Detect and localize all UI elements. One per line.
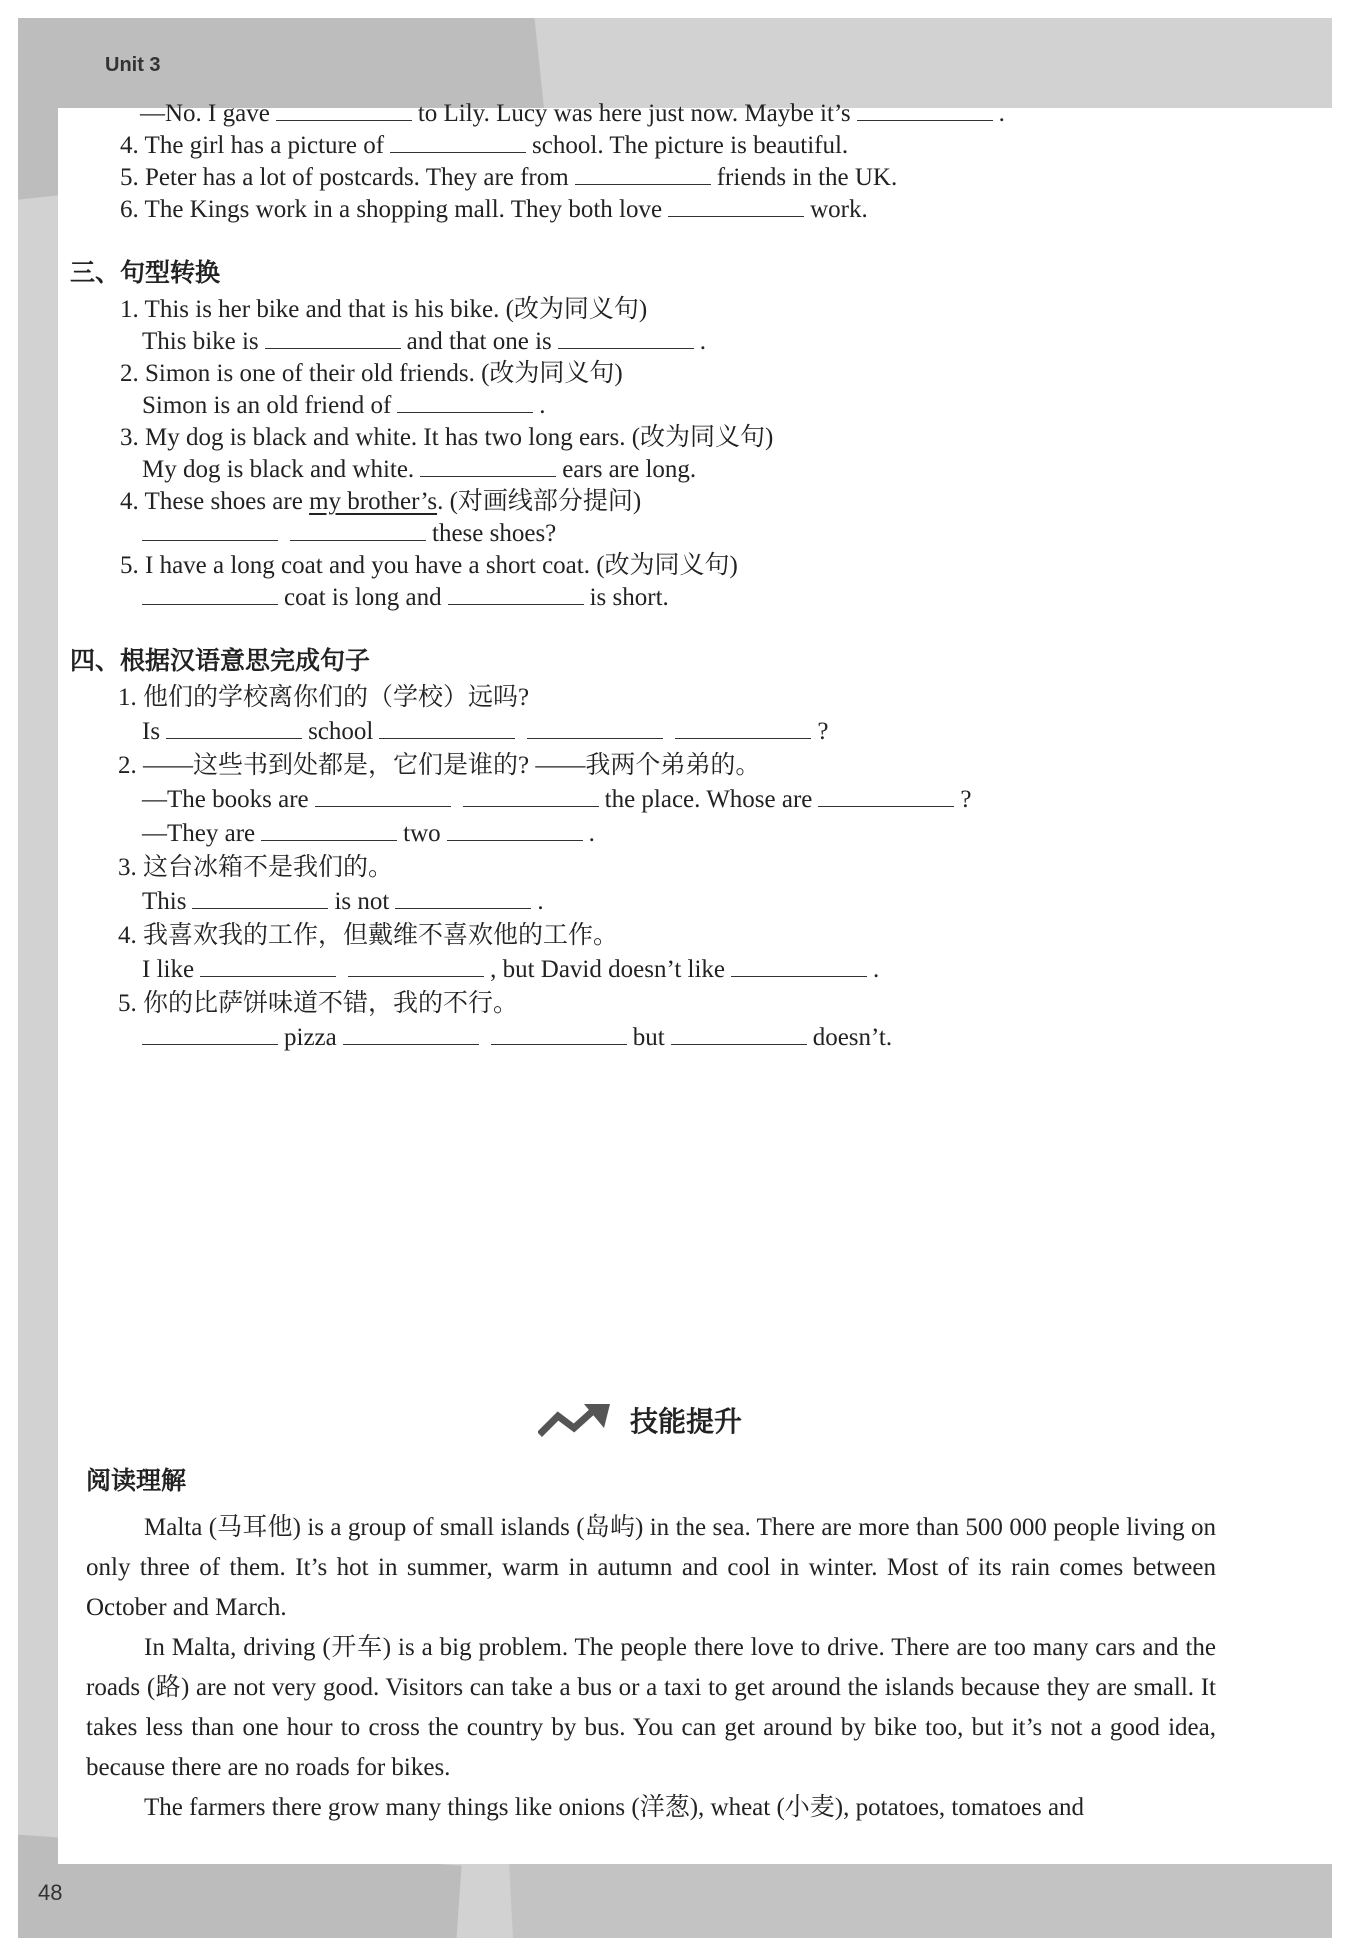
answer-blank[interactable]	[192, 886, 328, 909]
answer-line: —They are two .	[142, 820, 595, 847]
reading-paragraph: Malta (马耳他) is a group of small islands (岛屿) in the sea. There are more than 500 000 people living on only three of them. It’s hot in summer, warm in autumn and cool in winter. Most of its rain comes between October and March.	[86, 1514, 1216, 1621]
section-title: 四、根据汉语意思完成句子	[70, 646, 371, 675]
question-line: 2. Simon is one of their old friends. (改为同义句)	[120, 360, 623, 387]
answer-blank[interactable]	[818, 784, 954, 807]
answer-line: —The books are the place. Whose are ?	[142, 786, 972, 813]
answer-line: This bike is and that one is .	[142, 328, 707, 355]
reading-paragraph: In Malta, driving (开车) is a big problem. The people there love to drive. There are too many cars and the roads (路) are not very good. Visitors can take a bus or a taxi to get around the islands because they are small. It takes less than one hour to cross the country by bus. You can get around by bike too, but it’s not a good idea, because there are no roads for bikes.	[86, 1634, 1216, 1781]
answer-line: pizza but doesn’t.	[142, 1022, 892, 1054]
answer-blank[interactable]	[575, 162, 711, 185]
trend-arrow-icon	[538, 1402, 614, 1438]
answer-blank[interactable]	[397, 390, 533, 413]
answer-blank[interactable]	[463, 784, 599, 807]
section-title: 三、句型转换	[70, 258, 221, 287]
answer-blank[interactable]	[142, 1022, 278, 1045]
answer-blank[interactable]	[491, 1022, 627, 1045]
answer-line: This is not .	[142, 888, 544, 915]
answer-blank[interactable]	[390, 130, 526, 153]
question-line: 4. These shoes are my brother’s. (对画线部分提问)	[120, 488, 642, 515]
answer-blank[interactable]	[731, 954, 867, 977]
question-line: 5. 你的比萨饼味道不错，我的不行。	[118, 990, 519, 1017]
question-line: 3. 这台冰箱不是我们的。	[118, 854, 394, 881]
answer-blank[interactable]	[315, 784, 451, 807]
question-line: 4. 我喜欢我的工作，但戴维不喜欢他的工作。	[118, 922, 619, 949]
answer-blank[interactable]	[527, 716, 663, 739]
page-number: 48	[38, 1880, 63, 1905]
answer-blank[interactable]	[668, 194, 804, 217]
answer-blank[interactable]	[857, 98, 993, 121]
reading-title: 阅读理解	[86, 1466, 187, 1495]
answer-blank[interactable]	[343, 1022, 479, 1045]
skills-title: 技能提升	[630, 1405, 743, 1438]
answer-blank[interactable]	[261, 818, 397, 841]
skills-header	[538, 1398, 742, 1442]
answer-line: My dog is black and white. ears are long.	[142, 456, 697, 483]
answer-blank[interactable]	[200, 954, 336, 977]
unit-label: Unit 3	[105, 54, 161, 76]
answer-blank[interactable]	[447, 818, 583, 841]
answer-blank[interactable]	[558, 326, 694, 349]
answer-blank[interactable]	[142, 518, 278, 541]
answer-line: these shoes?	[142, 518, 556, 550]
exercise-line: 6. The Kings work in a shopping mall. They both love work.	[120, 196, 868, 223]
answer-blank[interactable]	[420, 454, 556, 477]
answer-blank[interactable]	[276, 98, 412, 121]
answer-blank[interactable]	[348, 954, 484, 977]
answer-blank[interactable]	[671, 1022, 807, 1045]
question-line: 1. 他们的学校离你们的（学校）远吗?	[118, 684, 530, 711]
reading-paragraph: The farmers there grow many things like onions (洋葱), wheat (小麦), potatoes, tomatoes and	[144, 1794, 1085, 1821]
answer-blank[interactable]	[265, 326, 401, 349]
answer-blank[interactable]	[675, 716, 811, 739]
answer-blank[interactable]	[379, 716, 515, 739]
answer-blank[interactable]	[142, 582, 278, 605]
answer-blank[interactable]	[448, 582, 584, 605]
answer-blank[interactable]	[166, 716, 302, 739]
answer-blank[interactable]	[290, 518, 426, 541]
answer-line: Simon is an old friend of .	[142, 392, 546, 419]
question-line: 5. I have a long coat and you have a short coat. (改为同义句)	[120, 552, 738, 579]
underlined-phrase: my brother’s	[309, 488, 438, 515]
answer-line: coat is long and is short.	[142, 582, 669, 614]
question-line: 1. This is her bike and that is his bike. (改为同义句)	[120, 296, 648, 323]
question-line: 3. My dog is black and white. It has two long ears. (改为同义句)	[120, 424, 774, 451]
exercise-line: 5. Peter has a lot of postcards. They are from friends in the UK.	[120, 164, 898, 191]
answer-line: I like , but David doesn’t like .	[142, 956, 880, 983]
answer-line: Is school ?	[142, 718, 829, 745]
exercise-line: 4. The girl has a picture of school. The picture is beautiful.	[120, 132, 849, 159]
exercise-line: —No. I gave to Lily. Lucy was here just now. Maybe it’s .	[140, 100, 1005, 127]
answer-blank[interactable]	[395, 886, 531, 909]
question-line: 2. ——这些书到处都是，它们是谁的? ——我两个弟弟的。	[118, 752, 761, 779]
